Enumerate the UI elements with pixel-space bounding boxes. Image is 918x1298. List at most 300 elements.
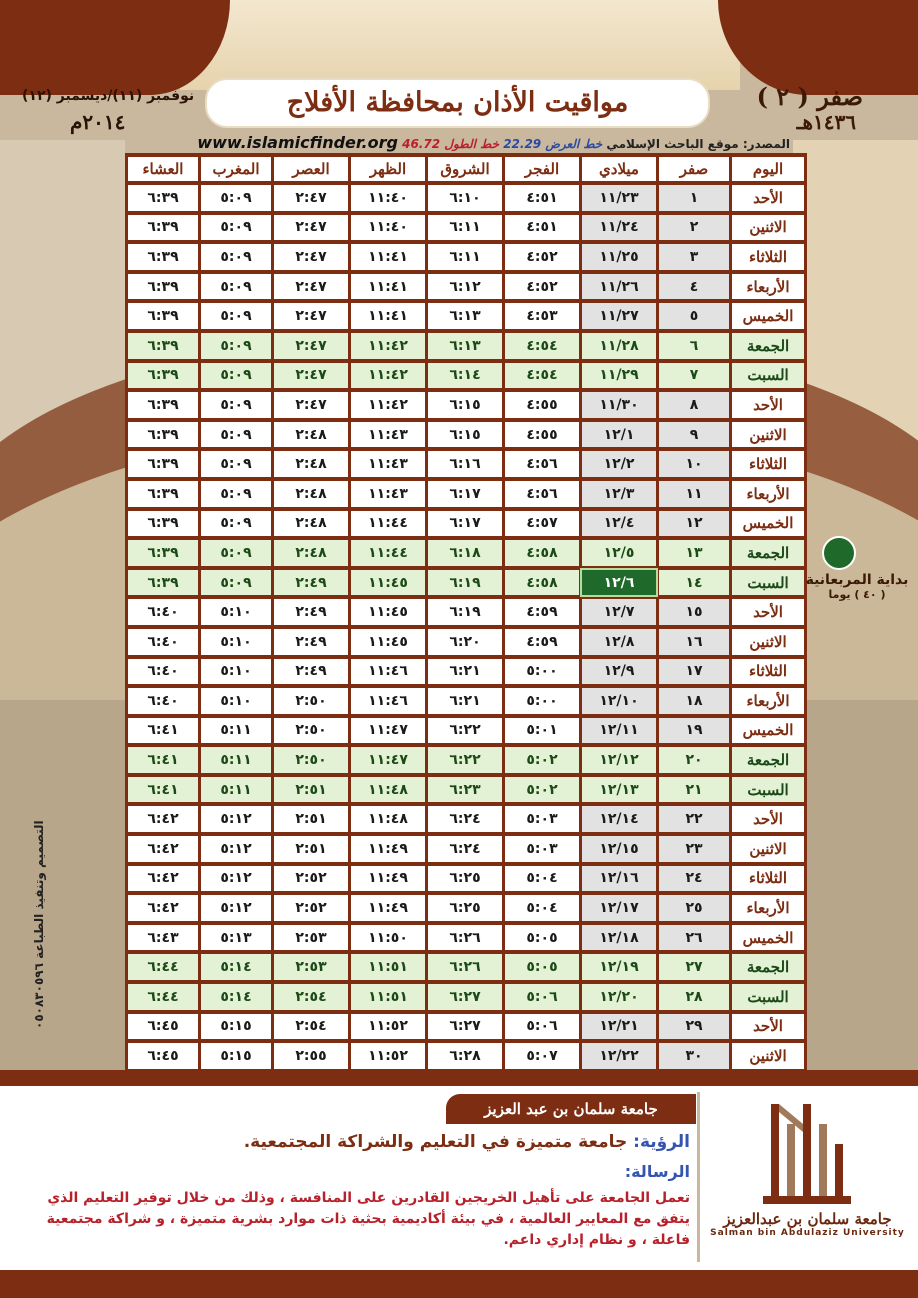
maghrib-cell: ٥:١٤	[201, 954, 271, 980]
dhuhr-cell: ١١:٤٩	[351, 836, 425, 862]
gregorian-date-cell: ١١/٢٨	[582, 333, 656, 359]
sunrise-cell: ٦:٢٨	[428, 1043, 502, 1069]
gregorian-date-cell: ١٢/١١	[582, 718, 656, 744]
isha-cell: ٦:٤٤	[128, 954, 198, 980]
gregorian-date-cell: ١٢/١٨	[582, 925, 656, 951]
maghrib-cell: ٥:٠٩	[201, 274, 271, 300]
hijri-date-cell: ١٣	[659, 540, 729, 566]
column-header: اليوم	[732, 157, 804, 181]
maghrib-cell: ٥:١٠	[201, 659, 271, 685]
day-cell: الاثنين	[732, 836, 804, 862]
vision-statement	[220, 1132, 690, 1152]
fajr-cell: ٤:٥٦	[505, 481, 579, 507]
table-row	[128, 333, 804, 359]
isha-cell: ٦:٤٠	[128, 629, 198, 655]
sunrise-cell: ٦:١٩	[428, 599, 502, 625]
asr-cell: ٢:٤٩	[274, 570, 348, 596]
table-row	[128, 895, 804, 921]
dhuhr-cell: ١١:٥١	[351, 954, 425, 980]
gregorian-date-cell: ١٢/٢	[582, 451, 656, 477]
dhuhr-cell: ١١:٤٦	[351, 659, 425, 685]
asr-cell: ٢:٥١	[274, 777, 348, 803]
table-row	[128, 688, 804, 714]
table-row	[128, 363, 804, 389]
footer-divider	[697, 1092, 700, 1262]
table-row	[128, 392, 804, 418]
fajr-cell: ٥:٠٦	[505, 984, 579, 1010]
asr-cell: ٢:٤٨	[274, 540, 348, 566]
isha-cell: ٦:٣٩	[128, 570, 198, 596]
fajr-cell: ٤:٥٧	[505, 511, 579, 537]
divider-strip	[0, 1070, 918, 1086]
day-cell: السبت	[732, 570, 804, 596]
asr-cell: ٢:٥١	[274, 806, 348, 832]
table-row	[128, 925, 804, 951]
dhuhr-cell: ١١:٤٢	[351, 363, 425, 389]
hijri-date-cell: ١٥	[659, 599, 729, 625]
isha-cell: ٦:٣٩	[128, 481, 198, 507]
sunrise-cell: ٦:١٥	[428, 392, 502, 418]
sunrise-cell: ٦:١٦	[428, 451, 502, 477]
gregorian-date-cell: ١٢/١٩	[582, 954, 656, 980]
dhuhr-cell: ١١:٤٨	[351, 777, 425, 803]
maghrib-cell: ٥:١٢	[201, 895, 271, 921]
hijri-date-cell: ٢٤	[659, 866, 729, 892]
maghrib-cell: ٥:٠٩	[201, 363, 271, 389]
sunrise-cell: ٦:١٨	[428, 540, 502, 566]
gregorian-date-cell: ١٢/١٦	[582, 866, 656, 892]
isha-cell: ٦:٤١	[128, 747, 198, 773]
sunrise-cell: ٦:١١	[428, 244, 502, 270]
table-row	[128, 836, 804, 862]
fajr-cell: ٤:٥٢	[505, 244, 579, 270]
table-row	[128, 1043, 804, 1069]
day-cell: الأحد	[732, 392, 804, 418]
asr-cell: ٢:٤٧	[274, 363, 348, 389]
fajr-cell: ٤:٥٩	[505, 599, 579, 625]
source-url[interactable]: www.islamicfinder.org	[197, 133, 398, 152]
hijri-month: صفر ( ٢ )	[756, 82, 863, 111]
asr-cell: ٢:٤٨	[274, 481, 348, 507]
hijri-date-cell: ٢١	[659, 777, 729, 803]
isha-cell: ٦:٤٢	[128, 866, 198, 892]
day-cell: السبت	[732, 777, 804, 803]
day-cell: الخميس	[732, 511, 804, 537]
fajr-cell: ٥:٠٦	[505, 1014, 579, 1040]
dhuhr-cell: ١١:٥٠	[351, 925, 425, 951]
gregorian-date-cell: ١٢/٢٠	[582, 984, 656, 1010]
dhuhr-cell: ١١:٤٣	[351, 422, 425, 448]
fajr-cell: ٤:٥٦	[505, 451, 579, 477]
asr-cell: ٢:٤٧	[274, 215, 348, 241]
source-longitude: خط الطول 46.72	[402, 137, 499, 151]
day-cell: الأحد	[732, 185, 804, 211]
isha-cell: ٦:٤٢	[128, 836, 198, 862]
fajr-cell: ٥:٠٠	[505, 659, 579, 685]
table-row	[128, 629, 804, 655]
gregorian-date-cell: ١١/٢٧	[582, 303, 656, 329]
gregorian-date-cell: ١٢/١٧	[582, 895, 656, 921]
sunrise-cell: ٦:٢١	[428, 688, 502, 714]
gregorian-date-cell: ١١/٢٩	[582, 363, 656, 389]
asr-cell: ٢:٥٥	[274, 1043, 348, 1069]
hijri-date-cell: ٢	[659, 215, 729, 241]
dhuhr-cell: ١١:٤٧	[351, 718, 425, 744]
isha-cell: ٦:٤٥	[128, 1014, 198, 1040]
mission-text: تعمل الجامعة على تأهيل الخريجين القادرين على المنافسة ، وذلك من خلال توفير التعليم الذي يتفق مع المعايير العالمية ، في بيئة أكاديمية بحثية ذات موارد بشرية متميزة ، و شراكة مجتمعية فاعلة ، و نظام إداري داعم.	[46, 1190, 690, 1248]
asr-cell: ٢:٤٧	[274, 244, 348, 270]
fajr-cell: ٥:٠٢	[505, 777, 579, 803]
column-header: الشروق	[428, 157, 502, 181]
vision-text: جامعة متميزة في التعليم والشراكة المجتمعية.	[243, 1132, 628, 1152]
table-header-row	[128, 157, 804, 181]
gregorian-date-cell: ١٢/١٤	[582, 806, 656, 832]
dhuhr-cell: ١١:٤٤	[351, 540, 425, 566]
hijri-date-cell: ٢٣	[659, 836, 729, 862]
asr-cell: ٢:٤٧	[274, 392, 348, 418]
university-logo-icon	[753, 1100, 863, 1208]
dhuhr-cell: ١١:٤٠	[351, 185, 425, 211]
sunrise-cell: ٦:١٠	[428, 185, 502, 211]
fajr-cell: ٤:٥٥	[505, 392, 579, 418]
isha-cell: ٦:٣٩	[128, 185, 198, 211]
sunrise-cell: ٦:١٥	[428, 422, 502, 448]
asr-cell: ٢:٤٨	[274, 422, 348, 448]
maghrib-cell: ٥:٠٩	[201, 392, 271, 418]
source-line	[197, 133, 790, 152]
gregorian-date-cell: ١٢/٢٢	[582, 1043, 656, 1069]
hijri-date-cell: ١٨	[659, 688, 729, 714]
source-latitude: خط العرض 22.29	[503, 137, 603, 151]
sunrise-cell: ٦:١٧	[428, 481, 502, 507]
dhuhr-cell: ١١:٤٢	[351, 333, 425, 359]
isha-cell: ٦:٣٩	[128, 274, 198, 300]
asr-cell: ٢:٥٢	[274, 895, 348, 921]
gregorian-date-cell: ١٢/٥	[582, 540, 656, 566]
sunrise-cell: ٦:٢٤	[428, 836, 502, 862]
day-cell: الاثنين	[732, 629, 804, 655]
hijri-date-cell: ٣٠	[659, 1043, 729, 1069]
table-row	[128, 540, 804, 566]
dhuhr-cell: ١١:٤٥	[351, 629, 425, 655]
asr-cell: ٢:٥٤	[274, 1014, 348, 1040]
asr-cell: ٢:٤٩	[274, 659, 348, 685]
hijri-date-cell: ٩	[659, 422, 729, 448]
isha-cell: ٦:٣٩	[128, 363, 198, 389]
sunrise-cell: ٦:٢٥	[428, 866, 502, 892]
gregorian-date-cell: ١١/٢٥	[582, 244, 656, 270]
table-row	[128, 303, 804, 329]
fajr-cell: ٥:٠٧	[505, 1043, 579, 1069]
column-header: العصر	[274, 157, 348, 181]
dhuhr-cell: ١١:٤٥	[351, 570, 425, 596]
isha-cell: ٦:٤٣	[128, 925, 198, 951]
fajr-cell: ٤:٥٨	[505, 570, 579, 596]
sunrise-cell: ٦:٢٤	[428, 806, 502, 832]
table-row	[128, 481, 804, 507]
gregorian-date-cell: ١٢/١٠	[582, 688, 656, 714]
asr-cell: ٢:٤٨	[274, 511, 348, 537]
asr-cell: ٢:٥٣	[274, 925, 348, 951]
gregorian-months: نوفمبر (١١)/ديسمبر (١٢)	[22, 88, 195, 104]
isha-cell: ٦:٤٢	[128, 895, 198, 921]
sunrise-cell: ٦:١٩	[428, 570, 502, 596]
sunrise-cell: ٦:١٢	[428, 274, 502, 300]
gregorian-date-cell: ١٢/٨	[582, 629, 656, 655]
isha-cell: ٦:٤٠	[128, 599, 198, 625]
hijri-date-cell: ١٤	[659, 570, 729, 596]
table-row	[128, 274, 804, 300]
fajr-cell: ٥:٠٥	[505, 954, 579, 980]
sunrise-cell: ٦:٢٣	[428, 777, 502, 803]
fajr-cell: ٤:٥٩	[505, 629, 579, 655]
maghrib-cell: ٥:١٠	[201, 688, 271, 714]
asr-cell: ٢:٤٩	[274, 599, 348, 625]
sunrise-cell: ٦:١١	[428, 215, 502, 241]
asr-cell: ٢:٥٠	[274, 688, 348, 714]
isha-cell: ٦:٤١	[128, 777, 198, 803]
hijri-date-cell: ٢٢	[659, 806, 729, 832]
mission-label: الرسالة:	[624, 1162, 690, 1181]
gregorian-date-cell: ١٢/٣	[582, 481, 656, 507]
page-title: مواقيت الأذان بمحافظة الأفلاج	[205, 78, 710, 128]
table-row	[128, 599, 804, 625]
day-cell: الثلاثاء	[732, 451, 804, 477]
asr-cell: ٢:٤٧	[274, 274, 348, 300]
column-header: صفر	[659, 157, 729, 181]
isha-cell: ٦:٤٠	[128, 688, 198, 714]
dhuhr-cell: ١١:٤٤	[351, 511, 425, 537]
maghrib-cell: ٥:٠٩	[201, 244, 271, 270]
maghrib-cell: ٥:٠٩	[201, 422, 271, 448]
maghrib-cell: ٥:١١	[201, 747, 271, 773]
dhuhr-cell: ١١:٤٣	[351, 481, 425, 507]
arbaeeniya-title: بداية المربعانية	[805, 572, 909, 588]
fajr-cell: ٥:٠٤	[505, 895, 579, 921]
hijri-date-cell: ١٢	[659, 511, 729, 537]
maghrib-cell: ٥:١٢	[201, 806, 271, 832]
university-logo	[705, 1100, 910, 1260]
table-row	[128, 747, 804, 773]
sunrise-cell: ٦:٢٧	[428, 1014, 502, 1040]
day-cell: الخميس	[732, 925, 804, 951]
sunrise-cell: ٦:٢٥	[428, 895, 502, 921]
hijri-date-cell: ٨	[659, 392, 729, 418]
hijri-date-cell: ٧	[659, 363, 729, 389]
fajr-cell: ٥:٠٣	[505, 806, 579, 832]
hijri-date-cell: ١٩	[659, 718, 729, 744]
maghrib-cell: ٥:٠٩	[201, 481, 271, 507]
university-name-tab: جامعة سلمان بن عبد العزيز	[446, 1094, 696, 1124]
maghrib-cell: ٥:٠٩	[201, 451, 271, 477]
table-row	[128, 570, 804, 596]
maghrib-cell: ٥:٠٩	[201, 303, 271, 329]
hijri-date-cell: ٥	[659, 303, 729, 329]
sunrise-cell: ٦:١٣	[428, 333, 502, 359]
fajr-cell: ٥:٠١	[505, 718, 579, 744]
isha-cell: ٦:٣٩	[128, 215, 198, 241]
hijri-date-cell: ٢٠	[659, 747, 729, 773]
hijri-year: ١٤٣٦هـ	[796, 110, 856, 134]
day-cell: الأربعاء	[732, 274, 804, 300]
asr-cell: ٢:٥٠	[274, 718, 348, 744]
isha-cell: ٦:٣٩	[128, 422, 198, 448]
maghrib-cell: ٥:١١	[201, 718, 271, 744]
footer-bottom-bar	[0, 1270, 918, 1298]
column-header: المغرب	[201, 157, 271, 181]
table-row	[128, 451, 804, 477]
fajr-cell: ٤:٥١	[505, 185, 579, 211]
day-cell: الأحد	[732, 599, 804, 625]
day-cell: الثلاثاء	[732, 866, 804, 892]
maghrib-cell: ٥:١٤	[201, 984, 271, 1010]
dhuhr-cell: ١١:٤٣	[351, 451, 425, 477]
hijri-date-cell: ١٦	[659, 629, 729, 655]
maghrib-cell: ٥:١٠	[201, 629, 271, 655]
isha-cell: ٦:٣٩	[128, 392, 198, 418]
column-header: ميلادي	[582, 157, 656, 181]
arbaeeniya-marker-dot	[822, 536, 856, 570]
asr-cell: ٢:٤٧	[274, 185, 348, 211]
maghrib-cell: ٥:٠٩	[201, 570, 271, 596]
asr-cell: ٢:٤٩	[274, 629, 348, 655]
isha-cell: ٦:٣٩	[128, 540, 198, 566]
sunrise-cell: ٦:٢٧	[428, 984, 502, 1010]
maghrib-cell: ٥:١١	[201, 777, 271, 803]
dhuhr-cell: ١١:٤٩	[351, 866, 425, 892]
asr-cell: ٢:٥٤	[274, 984, 348, 1010]
fajr-cell: ٤:٥٤	[505, 363, 579, 389]
hijri-date-cell: ٢٧	[659, 954, 729, 980]
isha-cell: ٦:٣٩	[128, 244, 198, 270]
asr-cell: ٢:٥٢	[274, 866, 348, 892]
maghrib-cell: ٥:٠٩	[201, 540, 271, 566]
maghrib-cell: ٥:٠٩	[201, 511, 271, 537]
isha-cell: ٦:٤٠	[128, 659, 198, 685]
hijri-date-cell: ١١	[659, 481, 729, 507]
isha-cell: ٦:٣٩	[128, 333, 198, 359]
header-background	[180, 0, 740, 90]
table-row	[128, 777, 804, 803]
day-cell: الجمعة	[732, 540, 804, 566]
hijri-date-cell: ٣	[659, 244, 729, 270]
day-cell: الجمعة	[732, 747, 804, 773]
gregorian-date-cell: ١٢/١٥	[582, 836, 656, 862]
logo-english-name: Salman bin Abdulaziz University	[710, 1228, 905, 1238]
isha-cell: ٦:٣٩	[128, 451, 198, 477]
table-row	[128, 954, 804, 980]
prayer-times-table	[125, 153, 807, 1073]
dhuhr-cell: ١١:٤١	[351, 303, 425, 329]
dhuhr-cell: ١١:٤٥	[351, 599, 425, 625]
vision-label: الرؤية:	[633, 1132, 690, 1152]
maghrib-cell: ٥:١٢	[201, 866, 271, 892]
fajr-cell: ٥:٠٢	[505, 747, 579, 773]
sunrise-cell: ٦:٢٠	[428, 629, 502, 655]
table-row	[128, 244, 804, 270]
table-row	[128, 422, 804, 448]
sunrise-cell: ٦:٢٦	[428, 925, 502, 951]
table-row	[128, 659, 804, 685]
asr-cell: ٢:٥٠	[274, 747, 348, 773]
isha-cell: ٦:٣٩	[128, 511, 198, 537]
hijri-date-cell: ٢٩	[659, 1014, 729, 1040]
fajr-cell: ٤:٥٥	[505, 422, 579, 448]
isha-cell: ٦:٣٩	[128, 303, 198, 329]
sunrise-cell: ٦:١٧	[428, 511, 502, 537]
hijri-date-cell: ٢٥	[659, 895, 729, 921]
day-cell: السبت	[732, 984, 804, 1010]
column-header: الظهر	[351, 157, 425, 181]
hijri-date-cell: ٢٦	[659, 925, 729, 951]
table-row	[128, 806, 804, 832]
isha-cell: ٦:٤٤	[128, 984, 198, 1010]
day-cell: الأحد	[732, 1014, 804, 1040]
day-cell: الثلاثاء	[732, 244, 804, 270]
hijri-date-cell: ٦	[659, 333, 729, 359]
sunrise-cell: ٦:١٣	[428, 303, 502, 329]
design-credit: التصميم وتنفيذ الطباعة ٠٥٠٨٣٠٥٩٦	[32, 820, 46, 1029]
day-cell: الخميس	[732, 303, 804, 329]
isha-cell: ٦:٤١	[128, 718, 198, 744]
day-cell: الأربعاء	[732, 481, 804, 507]
maghrib-cell: ٥:١٣	[201, 925, 271, 951]
gregorian-date-cell: ١٢/٩	[582, 659, 656, 685]
asr-cell: ٢:٥٣	[274, 954, 348, 980]
dhuhr-cell: ١١:٤٢	[351, 392, 425, 418]
maghrib-cell: ٥:١٢	[201, 836, 271, 862]
decor-top-right	[718, 0, 918, 95]
sunrise-cell: ٦:١٤	[428, 363, 502, 389]
maghrib-cell: ٥:٠٩	[201, 185, 271, 211]
gregorian-date-cell: ١١/٢٤	[582, 215, 656, 241]
table-row	[128, 984, 804, 1010]
dhuhr-cell: ١١:٤٦	[351, 688, 425, 714]
dhuhr-cell: ١١:٤١	[351, 274, 425, 300]
gregorian-date-cell: ١٢/٧	[582, 599, 656, 625]
table-row	[128, 215, 804, 241]
asr-cell: ٢:٤٧	[274, 303, 348, 329]
gregorian-date-cell: ١١/٣٠	[582, 392, 656, 418]
dhuhr-cell: ١١:٥١	[351, 984, 425, 1010]
maghrib-cell: ٥:١٠	[201, 599, 271, 625]
day-cell: الاثنين	[732, 422, 804, 448]
fajr-cell: ٥:٠٤	[505, 866, 579, 892]
maghrib-cell: ٥:٠٩	[201, 215, 271, 241]
day-cell: الأربعاء	[732, 895, 804, 921]
gregorian-date-cell: ١٢/٦	[582, 570, 656, 596]
gregorian-date-cell: ١٢/٤	[582, 511, 656, 537]
dhuhr-cell: ١١:٥٢	[351, 1043, 425, 1069]
fajr-cell: ٤:٥٨	[505, 540, 579, 566]
sunrise-cell: ٦:٢١	[428, 659, 502, 685]
fajr-cell: ٤:٥١	[505, 215, 579, 241]
gregorian-year: ٢٠١٤م	[70, 110, 126, 134]
source-label: المصدر: موقع الباحث الإسلامي	[606, 137, 790, 151]
hijri-date-cell: ٢٨	[659, 984, 729, 1010]
fajr-cell: ٤:٥٤	[505, 333, 579, 359]
dhuhr-cell: ١١:٤٩	[351, 895, 425, 921]
sunrise-cell: ٦:٢٢	[428, 718, 502, 744]
logo-arabic-name: جامعة سلمان بن عبدالعزيز	[723, 1210, 892, 1228]
table-row	[128, 866, 804, 892]
column-header: الفجر	[505, 157, 579, 181]
day-cell: الاثنين	[732, 1043, 804, 1069]
hijri-date-cell: ٤	[659, 274, 729, 300]
arbaeeniya-duration: ( ٤٠ ) يوما	[828, 588, 886, 601]
dhuhr-cell: ١١:٤٠	[351, 215, 425, 241]
hijri-date-cell: ١	[659, 185, 729, 211]
